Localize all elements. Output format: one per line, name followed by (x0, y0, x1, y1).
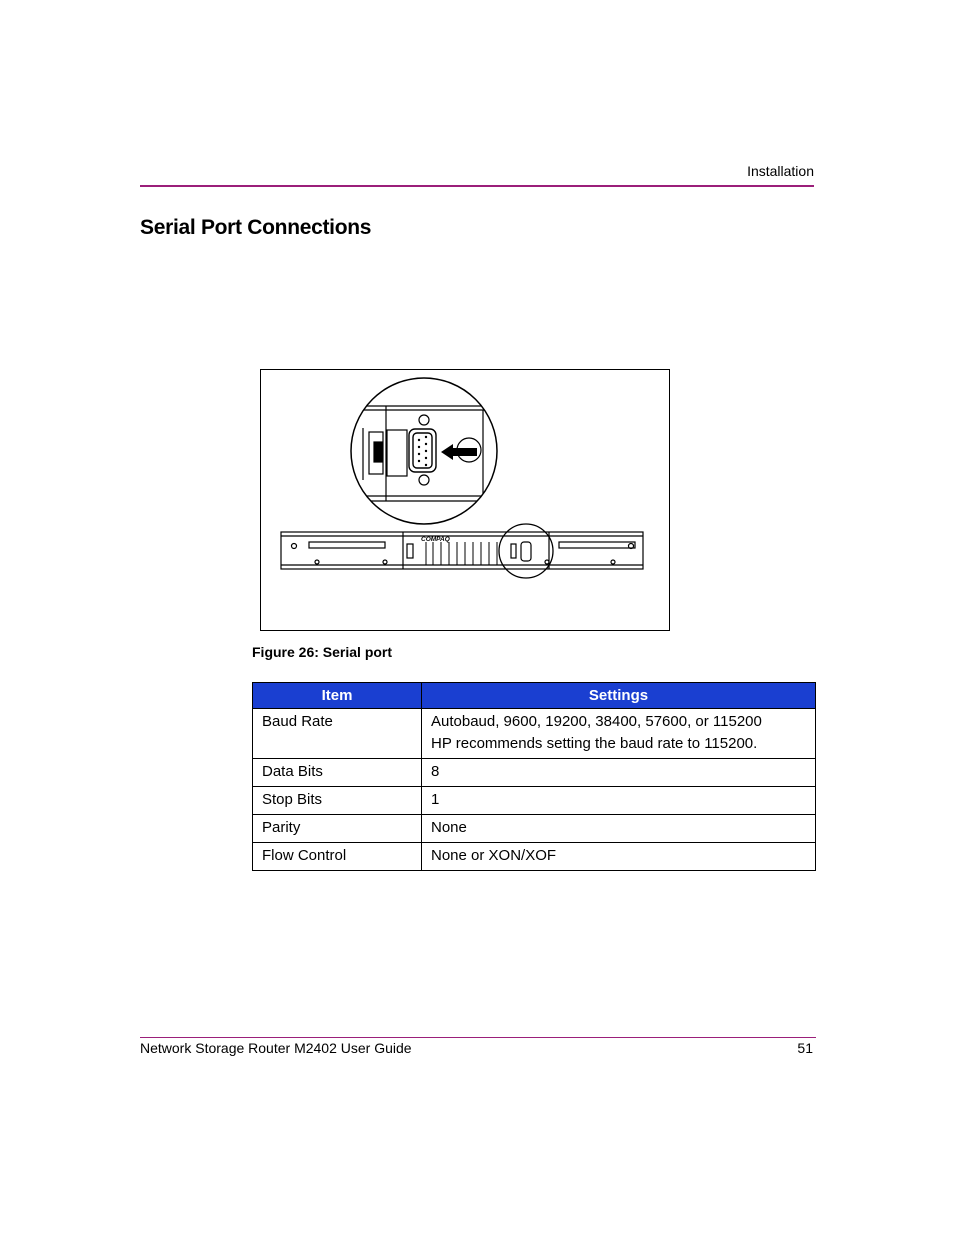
settings-cell (422, 709, 816, 759)
figure-serial-port (260, 369, 670, 631)
footer-rule (140, 1037, 816, 1038)
settings-cell: None or XON/XOF (422, 843, 816, 871)
table-row (253, 759, 816, 787)
header-rule (140, 185, 814, 187)
db9-connector-icon (409, 429, 436, 472)
item-cell: Stop Bits (253, 787, 422, 815)
figure-caption: Figure 26: Serial port (252, 644, 393, 660)
table-row (253, 815, 816, 843)
settings-cell: 8 (422, 759, 816, 787)
item-cell: Parity (253, 815, 422, 843)
settings-cell: 1 (422, 787, 816, 815)
column-header-item: Item (253, 683, 422, 709)
table-row (253, 843, 816, 871)
table-row (253, 709, 816, 759)
serial-settings-table (252, 682, 816, 871)
column-header-settings: Settings (422, 683, 816, 709)
item-cell: Data Bits (253, 759, 422, 787)
table-header-row (253, 683, 816, 709)
item-cell: Flow Control (253, 843, 422, 871)
router-illustration (261, 370, 669, 630)
settings-line: HP recommends setting the baud rate to 115200. (431, 735, 758, 752)
footer-page-number: 51 (797, 1040, 813, 1056)
settings-line: Autobaud, 9600, 19200, 38400, 57600, or 115200 (431, 713, 762, 730)
router-chassis (281, 532, 643, 569)
page-title: Serial Port Connections (140, 216, 372, 239)
table-row (253, 787, 816, 815)
footer-doc-title: Network Storage Router M2402 User Guide (140, 1040, 412, 1056)
header-section-label: Installation (747, 163, 814, 179)
settings-cell: None (422, 815, 816, 843)
item-cell: Baud Rate (253, 709, 422, 759)
port-indicators (426, 542, 497, 565)
compaq-logo-text: COMPAQ (421, 536, 450, 543)
